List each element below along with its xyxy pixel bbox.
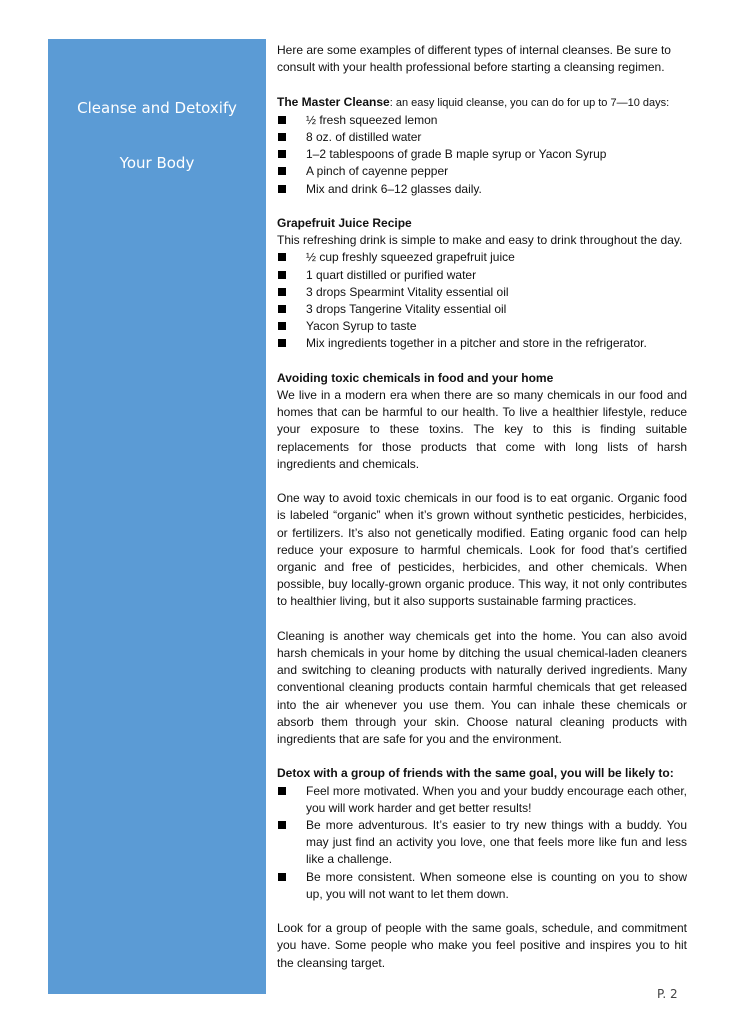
- list-item-text: 1–2 tablespoons of grade B maple syrup or Yacon Syrup: [306, 147, 607, 162]
- sidebar-banner: [48, 39, 266, 994]
- square-bullet-icon: [278, 271, 286, 279]
- list-item: [277, 783, 687, 817]
- toxic-paragraph-2: One way to avoid toxic chemicals in our food is to eat organic. Organic food is labeled “organic” when it’s grown without synthetic pesticides, herbicides, or fertilizers. It’s also not genetically modified. Eating organic food can help reduce your exposure to harmful chemicals. Look for food that’s certified organic and free of pesticides, herbicides, and other chemicals. When possible, buy locally-grown organic produce. This way, it not only contributes to healthier living, but it also supports sustainable farming practices.: [277, 491, 687, 609]
- list-item: [277, 318, 687, 335]
- list-item: [277, 301, 687, 318]
- friends-list: [277, 783, 687, 903]
- square-bullet-icon: [278, 821, 286, 829]
- square-bullet-icon: [278, 339, 286, 347]
- square-bullet-icon: [278, 305, 286, 313]
- list-item: [277, 817, 687, 869]
- square-bullet-icon: [278, 322, 286, 330]
- square-bullet-icon: [278, 787, 286, 795]
- sidebar-title-line1: Cleanse and Detoxify: [77, 99, 237, 117]
- list-item-text: ½ fresh squeezed lemon: [306, 112, 438, 127]
- list-item-text: 3 drops Spearmint Vitality essential oil: [306, 284, 509, 299]
- list-item-text: 3 drops Tangerine Vitality essential oil: [306, 302, 507, 317]
- square-bullet-icon: [278, 150, 286, 158]
- square-bullet-icon: [278, 253, 286, 261]
- master-cleanse-list: [277, 112, 687, 198]
- page-number: P. 2: [657, 987, 678, 1001]
- list-item: [277, 129, 687, 146]
- list-item-text: 8 oz. of distilled water: [306, 130, 422, 144]
- list-item-text: 1 quart distilled or purified water: [306, 267, 477, 282]
- list-item: [277, 249, 687, 266]
- square-bullet-icon: [278, 133, 286, 141]
- list-item-text: ½ cup freshly squeezed grapefruit juice: [306, 250, 515, 265]
- friends-closing-paragraph: Look for a group of people with the same goals, schedule, and commitment you have. Some people who make you feel positive and inspires you to hit the cleansing target.: [277, 921, 687, 970]
- list-item: [277, 267, 687, 284]
- list-item-text: Feel more motivated. When you and your buddy encourage each other, you will work harder and get better results!: [306, 783, 687, 815]
- grapefruit-description: This refreshing drink is simple to make and easy to drink throughout the day.: [277, 233, 683, 248]
- grapefruit-heading: Grapefruit Juice Recipe: [277, 216, 412, 230]
- list-item: [277, 146, 687, 163]
- master-cleanse-subtitle: : an easy liquid cleanse, you can do for up to 7—10 days:: [389, 96, 670, 109]
- toxic-paragraph-1: We live in a modern era when there are so many chemicals in our food and homes that can be harmful to our health. To live a healthier lifestyle, reduce your exposure to these toxins. The key to this is finding suitable replacements for those products that come with long lists of harsh ingredients and chemicals.: [277, 388, 687, 471]
- square-bullet-icon: [278, 185, 286, 193]
- square-bullet-icon: [278, 167, 286, 175]
- sidebar-title-line2: Your Body: [119, 154, 195, 172]
- list-item-text: A pinch of cayenne pepper: [306, 164, 449, 179]
- list-item: [277, 181, 687, 198]
- list-item-text: Mix ingredients together in a pitcher and store in the refrigerator.: [306, 336, 647, 351]
- list-item-text: Be more adventurous. It’s easier to try new things with a buddy. You may just find an activity you love, one that feels more like fun and less like a challenge.: [306, 818, 687, 867]
- list-item: [277, 869, 687, 903]
- list-item: [277, 163, 687, 180]
- list-item-text: Be more consistent. When someone else is counting on you to show up, you will not want to let them down.: [306, 869, 687, 901]
- list-item: [277, 284, 687, 301]
- square-bullet-icon: [278, 288, 286, 296]
- master-cleanse-heading-line: [277, 94, 687, 112]
- grapefruit-list: [277, 249, 687, 352]
- main-content: [277, 42, 687, 972]
- master-cleanse-heading: The Master Cleanse: [277, 94, 390, 109]
- friends-heading: Detox with a group of friends with the same goal, you will be likely to:: [277, 766, 674, 781]
- intro-paragraph: Here are some examples of different types of internal cleanses. Be sure to consult with your health professional before starting a cleansing regimen.: [277, 43, 671, 75]
- list-item-text: Yacon Syrup to taste: [306, 319, 417, 334]
- list-item: [277, 112, 687, 129]
- list-item: [277, 335, 687, 352]
- toxic-chemicals-heading: Avoiding toxic chemicals in food and your home: [277, 370, 554, 385]
- toxic-paragraph-3: Cleaning is another way chemicals get into the home. You can also avoid harsh chemicals in your home by ditching the usual chemical-laden cleaners and switching to cleaning products with naturally derived ingredients. Many conventional cleaning products contain harmful chemicals that get released into the air whenever you use them. You can inhale these chemicals or absorb them through your skin. Choose natural cleaning products with ingredients that are safe for you and the environment.: [277, 628, 687, 747]
- list-item-text: Mix and drink 6–12 glasses daily.: [306, 181, 482, 196]
- square-bullet-icon: [278, 116, 286, 124]
- square-bullet-icon: [278, 873, 286, 881]
